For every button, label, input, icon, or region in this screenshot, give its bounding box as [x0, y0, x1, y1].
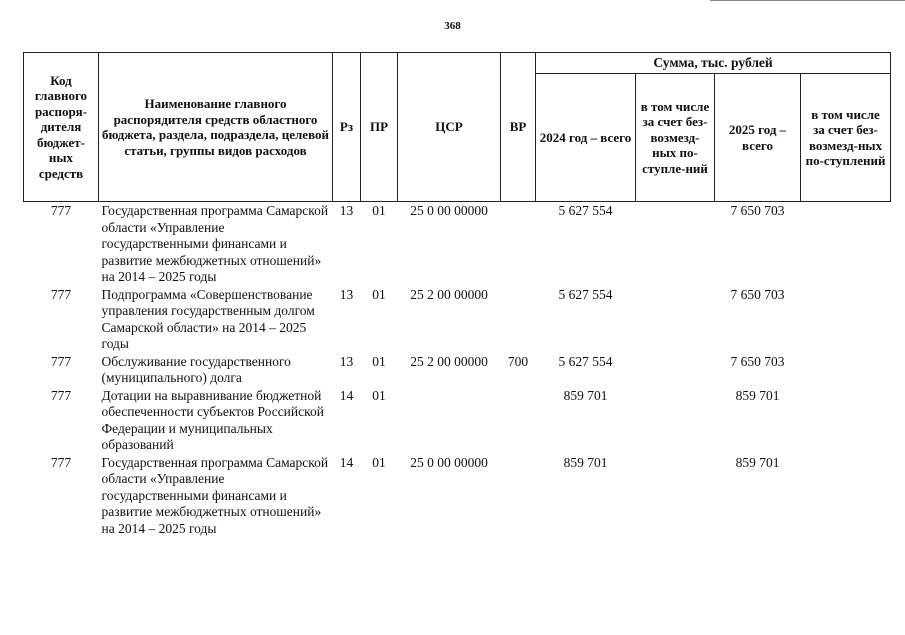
cell-rz: 13 — [339, 353, 354, 369]
cell-rz: 14 — [339, 387, 354, 403]
cell-rz: 13 — [339, 203, 354, 218]
cell-vr — [501, 202, 536, 286]
cell-2024-incl — [636, 286, 715, 353]
cell-name: Обслуживание государственного (муниципального) долга — [101, 353, 291, 385]
cell-2024-total: 5 627 554 — [558, 353, 613, 369]
cell-name: Дотации на выравнивание бюджетной обеспеченности субъектов Российской Федерации и муниципальных образований — [101, 387, 324, 452]
header-name: Наименование главного распорядителя средств областного бюджета, раздела, подраздела, целевой статьи, группы видов расходов — [99, 53, 333, 202]
cell-2025-total: 7 650 703 — [730, 203, 785, 218]
cell-2024-incl — [636, 454, 715, 538]
cell-code: 777 — [50, 387, 72, 403]
cell-2024-total: 859 701 — [563, 387, 608, 403]
cell-name: Государственная программа Самарской области «Управление государственными финансами и развитие межбюджетных отношений» на 2014 – 2025 годы — [101, 454, 329, 536]
table-row — [24, 353, 891, 387]
page-number: 368 — [444, 20, 461, 32]
cell-pr: 01 — [372, 203, 386, 218]
cell-csr: 25 2 00 00000 — [410, 286, 488, 302]
top-rule — [710, 0, 905, 1]
cell-rz: 14 — [339, 454, 354, 470]
header-2025-incl: в том числе за счет без-возмезд-ных по-ступлений — [801, 74, 891, 202]
cell-2024-total: 5 627 554 — [558, 286, 613, 302]
cell-pr: 01 — [372, 353, 386, 369]
cell-2025-total: 859 701 — [735, 454, 780, 470]
header-pr: ПР — [361, 53, 398, 202]
cell-2025-incl — [801, 286, 891, 353]
header-2024-total: 2024 год – всего — [536, 74, 636, 202]
header-csr: ЦСР — [398, 53, 501, 202]
cell-vr — [501, 286, 536, 353]
cell-csr: 25 0 00 00000 — [410, 203, 488, 218]
table-header — [24, 53, 891, 202]
cell-code: 777 — [50, 353, 72, 369]
cell-2025-total: 7 650 703 — [730, 353, 785, 369]
table-body — [24, 202, 891, 538]
cell-pr: 01 — [372, 286, 386, 302]
cell-code: 777 — [50, 286, 72, 302]
table-row — [24, 454, 891, 538]
cell-vr — [501, 454, 536, 538]
header-2024-incl: в том числе за счет без-возмезд-ных по-ступле-ний — [636, 74, 715, 202]
header-code: Код главного распоря-дителя бюджет-ных средств — [24, 53, 99, 202]
cell-2024-incl — [636, 202, 715, 286]
cell-2025-total: 859 701 — [735, 387, 780, 403]
header-rz: Рз — [333, 53, 361, 202]
cell-pr: 01 — [372, 454, 386, 470]
cell-csr: 25 2 00 00000 — [410, 353, 488, 369]
cell-rz: 13 — [339, 286, 354, 302]
cell-name: Государственная программа Самарской области «Управление государственными финансами и развитие межбюджетных отношений» на 2014 – 2025 годы — [101, 203, 329, 284]
cell-pr: 01 — [372, 387, 386, 403]
header-sum: Сумма, тыс. рублей — [536, 53, 891, 74]
cell-code: 777 — [50, 203, 72, 218]
cell-vr — [501, 387, 536, 454]
cell-code: 777 — [50, 454, 72, 470]
cell-vr: 700 — [507, 353, 529, 369]
cell-2025-total: 7 650 703 — [730, 286, 785, 302]
cell-csr — [398, 387, 501, 454]
table-row — [24, 387, 891, 454]
header-vr: ВР — [501, 53, 536, 202]
cell-2025-incl — [801, 387, 891, 454]
cell-2024-total: 859 701 — [563, 454, 608, 470]
cell-csr: 25 0 00 00000 — [410, 454, 488, 470]
cell-name: Подпрограмма «Совершенствование управления государственным долгом Самарской области» на 2014 – 2025 годы — [101, 286, 315, 351]
cell-2024-total: 5 627 554 — [558, 203, 613, 218]
budget-table — [23, 52, 891, 537]
cell-2025-incl — [801, 353, 891, 387]
cell-2025-incl — [801, 202, 891, 286]
header-2025-total: 2025 год – всего — [715, 74, 801, 202]
cell-2024-incl — [636, 387, 715, 454]
cell-2025-incl — [801, 454, 891, 538]
cell-2024-incl — [636, 353, 715, 387]
table-row — [24, 286, 891, 353]
table-row — [24, 202, 891, 286]
